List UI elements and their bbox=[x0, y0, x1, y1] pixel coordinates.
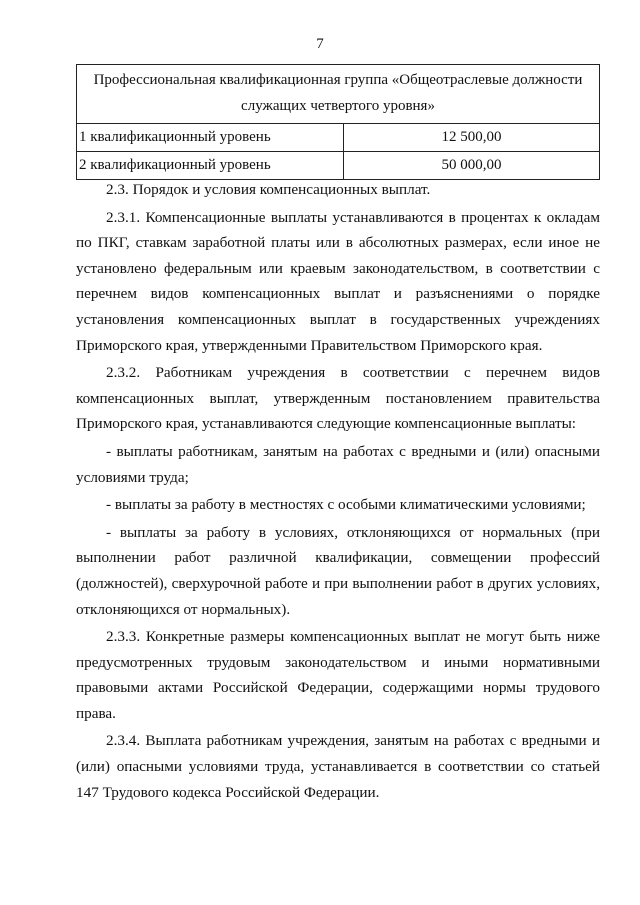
table-row bbox=[77, 124, 600, 152]
salary-cell: 50 000,00 bbox=[344, 152, 600, 180]
paragraph: 2.3.1. Компенсационные выплаты устанавливаются в процентах к окладам по ПКГ, ставкам заработной платы или в абсолютных размерах, если иное не установлено федеральным или краевым законодательством, в соответствии с перечнем видов компенсационных выплат и разъяснениями о порядке установления компенсационных выплат в государственных учреждениях Приморского края, утвержденными Правительством Приморского края. bbox=[76, 208, 600, 354]
list-item: - выплаты за работу в местностях с особыми климатическими условиями; bbox=[106, 496, 586, 514]
document-body bbox=[76, 177, 600, 805]
list-item: - выплаты работникам, занятым на работах с вредными и (или) опасными условиями труда; bbox=[76, 442, 600, 486]
paragraph: 2.3.3. Конкретные размеры компенсационных выплат не могут быть ниже предусмотренных трудовым законодательством и иными нормативными правовыми актами Российской Федерации, содержащими нормы трудового права. bbox=[76, 628, 600, 722]
qualification-level-cell: 1 квалификационный уровень bbox=[77, 124, 344, 152]
list-item: - выплаты за работу в условиях, отклоняющихся от нормальных (при выполнении работ различной квалификации, совмещении профессий (должностей), сверхурочной работе и при выполнении работ в других условиях, отклоняющихся от нормальных). bbox=[76, 523, 600, 618]
salary-table bbox=[76, 64, 600, 180]
qualification-group-title: Профессиональная квалификационная группа «Общеотраслевые должности служащих четвертого уровня» bbox=[77, 65, 600, 124]
table-row bbox=[77, 152, 600, 180]
paragraph: 2.3.4. Выплата работникам учреждения, занятым на работах с вредными и (или) опасными условиями труда, устанавливается в соответствии со статьей 147 Трудового кодекса Российской Федерации. bbox=[76, 732, 600, 801]
salary-cell: 12 500,00 bbox=[344, 124, 600, 152]
paragraph: 2.3.2. Работникам учреждения в соответствии с перечнем видов компенсационных выплат, утвержденным постановлением правительства Приморского края, устанавливаются следующие компенсационные выплаты: bbox=[76, 364, 600, 433]
table-header-row bbox=[77, 65, 600, 124]
qualification-level-cell: 2 квалификационный уровень bbox=[77, 152, 344, 180]
section-heading: 2.3. Порядок и условия компенсационных выплат. bbox=[106, 181, 431, 198]
page-number: 7 bbox=[316, 36, 324, 52]
